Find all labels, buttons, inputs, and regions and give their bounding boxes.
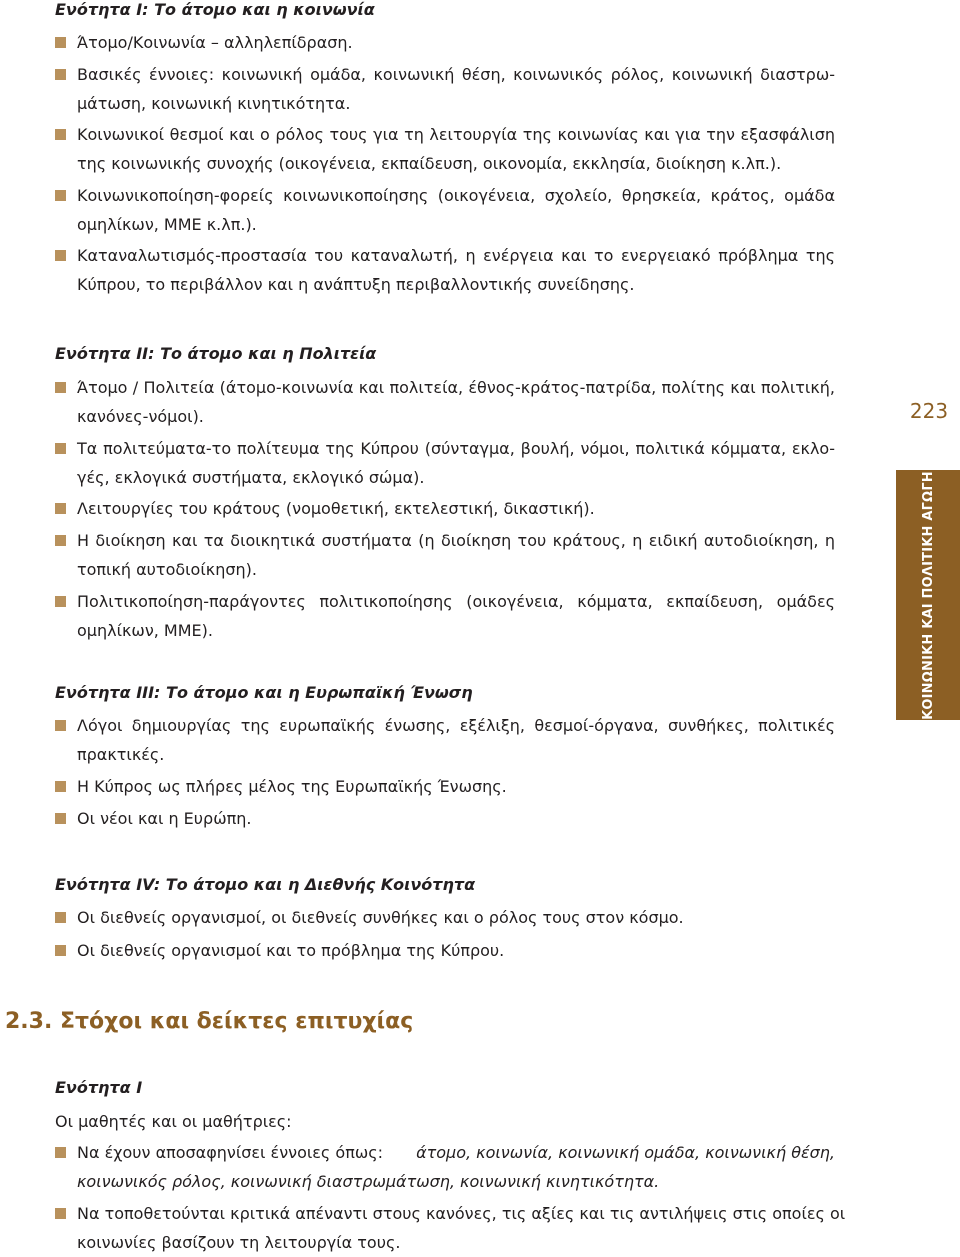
bullet-square-icon (55, 813, 66, 824)
bullet-square-icon (55, 1147, 66, 1158)
goals-intro: Οι μαθητές και οι μαθήτριες: (55, 1112, 292, 1131)
item-italic-terms: άτομο, κοινωνία, κοινωνική ομάδα, κοινωνική θέση, (416, 1143, 835, 1162)
page-number: 223 (909, 399, 949, 423)
goals-item-1 (55, 1138, 835, 1196)
item-line: Οι διεθνείς οργανισμοί, οι διεθνείς συνθήκες και ο ρόλος τους στον κόσμο. (77, 908, 684, 927)
item-line: Βασικές έννοιες: κοινωνική ομάδα, κοινωνική θέση, κοινωνικός ρόλος, κοινωνική διαστρω- (77, 65, 835, 84)
item-line: Άτομο/Κοινωνία – αλληλεπίδραση. (77, 33, 353, 52)
item-line: πρακτικές. (77, 745, 165, 764)
bullet-square-icon (55, 443, 66, 454)
unit-2-heading: Ενότητα ΙΙ: Το άτομο και η Πολιτεία (55, 344, 377, 363)
side-tab-label: ΚΟΙΝΩΝΙΚΗ ΚΑΙ ΠΟΛΙΤΙΚΗ ΑΓΩΓΗ (920, 470, 936, 720)
unit-3-item-3 (55, 804, 835, 833)
bullet-square-icon (55, 945, 66, 956)
unit-2-item-3 (55, 494, 835, 523)
unit-2-item-4 (55, 526, 835, 584)
unit-1-heading: Ενότητα Ι: Το άτομο και η κοινωνία (55, 0, 375, 19)
item-text: Να έχουν αποσαφηνίσει έννοιες όπως: (77, 1143, 384, 1162)
bullet-square-icon (55, 596, 66, 607)
item-line (77, 1138, 835, 1167)
item-line: Κοινωνικοί θεσμοί και ο ρόλος τους για τη λειτουργία της κοινωνίας και για την εξασφάλιση (77, 125, 835, 144)
unit-4-item-2 (55, 936, 835, 965)
section-title: 2.3. Στόχοι και δείκτες επιτυχίας (5, 1009, 414, 1034)
item-line: γές, εκλογικά συστήματα, εκλογικό σώμα). (77, 468, 425, 487)
bullet-square-icon (55, 69, 66, 80)
bullet-square-icon (55, 382, 66, 393)
bullet-square-icon (55, 129, 66, 140)
unit-1-item-4 (55, 181, 835, 239)
bullet-square-icon (55, 1208, 66, 1219)
bullet-square-icon (55, 535, 66, 546)
item-line: Κοινωνικοποίηση-φορείς κοινωνικοποίησης (οικογένεια, σχολείο, θρησκεία, κράτος, ομάδα (77, 186, 835, 205)
item-line: της κοινωνικής συνοχής (οικογένεια, εκπαίδευση, οικονομία, εκκλησία, διοίκηση κ.λπ.). (77, 154, 782, 173)
item-line: Λόγοι δημιουργίας της ευρωπαϊκής ένωσης, εξέλιξη, θεσμοί-όργανα, συνθήκες, πολιτικές (77, 716, 835, 735)
item-line: Να τοποθετούνται κριτικά απέναντι στους κανόνες, τις αξίες και τις αντιλήψεις στις οποίες οι (77, 1204, 846, 1223)
item-line: Πολιτικοποίηση-παράγοντες πολιτικοποίησης (οικογένεια, κόμματα, εκπαίδευση, ομάδες (77, 592, 835, 611)
unit-3-heading: Ενότητα ΙΙΙ: Το άτομο και η Ευρωπαϊκή Ένωση (55, 683, 473, 702)
item-line: Κύπρου, το περιβάλλον και η ανάπτυξη περιβαλλοντικής συνείδησης. (77, 275, 635, 294)
item-line: κανόνες-νόμοι). (77, 407, 204, 426)
item-line: Οι διεθνείς οργανισμοί και το πρόβλημα της Κύπρου. (77, 941, 505, 960)
unit-2-item-2 (55, 434, 835, 492)
item-line: τοπική αυτοδιοίκηση). (77, 560, 257, 579)
item-line: Η Κύπρος ως πλήρες μέλος της Ευρωπαϊκής Ένωσης. (77, 777, 507, 796)
unit-4-heading: Ενότητα ΙV: Το άτομο και η Διεθνής Κοινότητα (55, 875, 476, 894)
unit-1-item-3 (55, 120, 835, 178)
unit-3-item-2 (55, 772, 835, 801)
side-tab (896, 470, 960, 720)
bullet-square-icon (55, 720, 66, 731)
unit-1-item-1 (55, 28, 835, 57)
item-line: Άτομο / Πολιτεία (άτομο-κοινωνία και πολιτεία, έθνος-κράτος-πατρίδα, πολίτης και πολιτική, (77, 378, 835, 397)
item-line: Καταναλωτισμός-προστασία του καταναλωτή, η ενέργεια και το ενεργειακό πρόβλημα της (77, 246, 835, 265)
unit-1-item-2 (55, 60, 835, 118)
bullet-square-icon (55, 250, 66, 261)
unit-2-item-1 (55, 373, 835, 431)
bullet-square-icon (55, 37, 66, 48)
item-line: ομηλίκων, ΜΜΕ κ.λπ.). (77, 215, 257, 234)
goals-item-2 (55, 1199, 846, 1257)
goals-unit-heading: Ενότητα Ι (55, 1078, 143, 1097)
unit-1-item-5 (55, 241, 835, 299)
unit-3-item-1 (55, 711, 835, 769)
item-line: μάτωση, κοινωνική κινητικότητα. (77, 94, 351, 113)
item-line: Τα πολιτεύματα-το πολίτευμα της Κύπρου (σύνταγμα, βουλή, νόμοι, πολιτικά κόμματα, εκλο- (77, 439, 835, 458)
bullet-square-icon (55, 190, 66, 201)
item-line: ομηλίκων, ΜΜΕ). (77, 621, 213, 640)
bullet-square-icon (55, 503, 66, 514)
item-line: Λειτουργίες του κράτους (νομοθετική, εκτελεστική, δικαστική). (77, 499, 595, 518)
unit-2-item-5 (55, 587, 835, 645)
item-line: Οι νέοι και η Ευρώπη. (77, 809, 252, 828)
bullet-square-icon (55, 912, 66, 923)
item-line: κοινωνικός ρόλος, κοινωνική διαστρωμάτωση, κοινωνική κινητικότητα. (77, 1172, 660, 1191)
unit-4-item-1 (55, 903, 835, 932)
bullet-square-icon (55, 781, 66, 792)
item-line: κοινωνίες βασίζουν τη λειτουργία τους. (77, 1233, 401, 1252)
item-line: Η διοίκηση και τα διοικητικά συστήματα (η διοίκηση του κράτους, η ειδική αυτοδιοίκηση, η (77, 531, 835, 550)
